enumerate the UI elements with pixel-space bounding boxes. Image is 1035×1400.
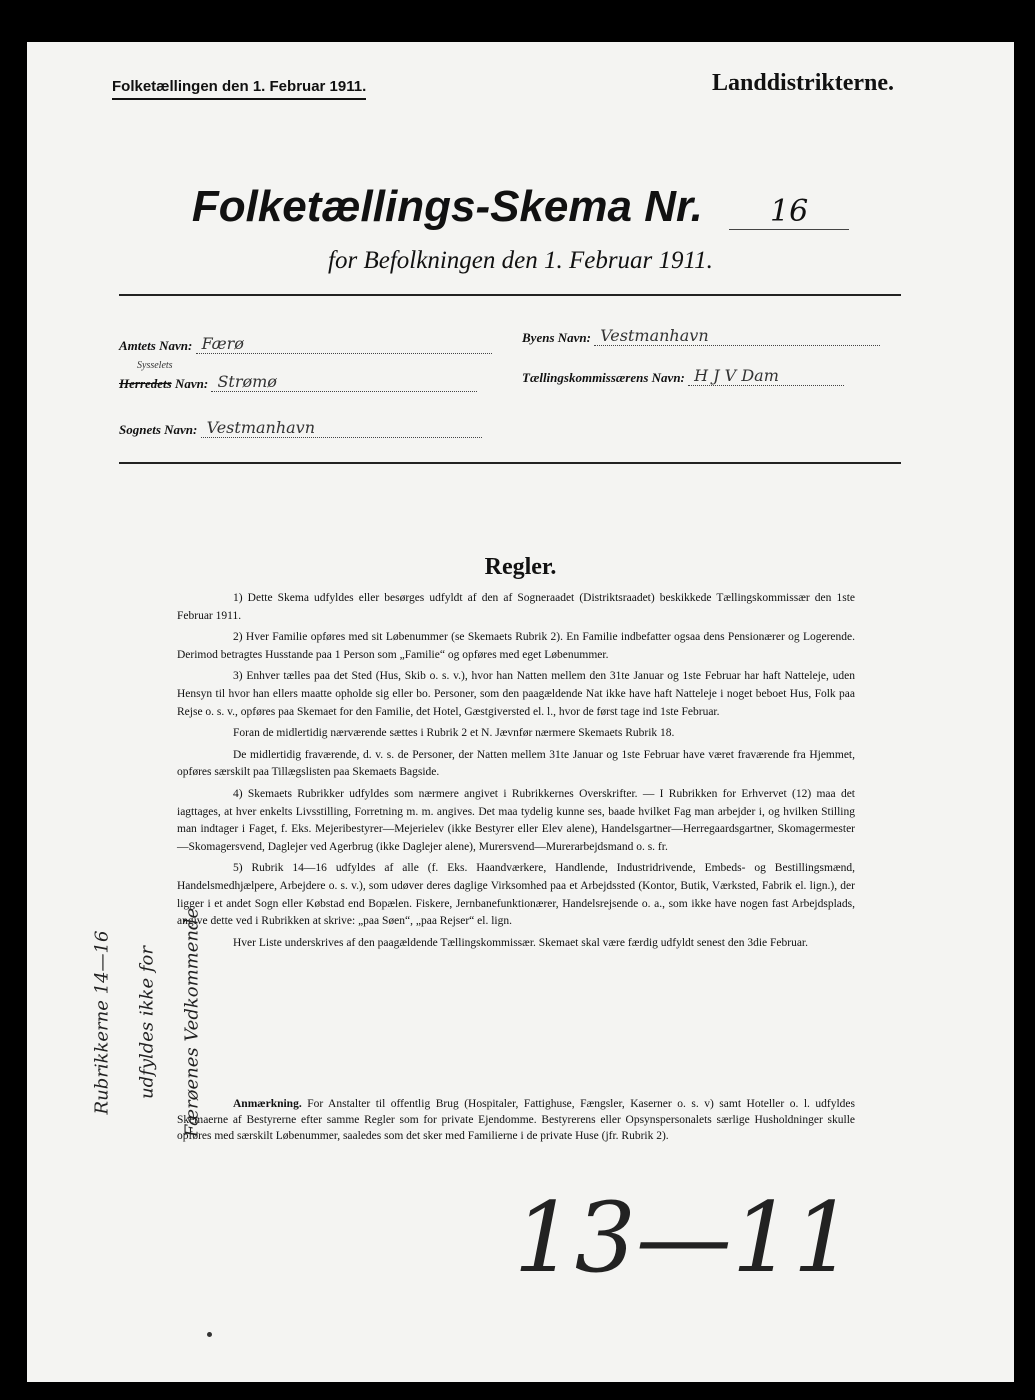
census-form-page xyxy=(27,42,1014,1382)
header-district-type: Landdistrikterne. xyxy=(711,70,894,96)
amt-value: Færø xyxy=(196,334,492,354)
herred-field xyxy=(119,372,477,392)
herred-label-struck: Herredets xyxy=(119,376,172,391)
annotation-note xyxy=(177,1096,855,1144)
handwritten-number: 13—11 xyxy=(513,1182,854,1294)
sogn-field xyxy=(119,418,482,438)
sogn-value: Vestmanhavn xyxy=(201,418,482,438)
kommissaer-label: Tællingskommissærens Navn: xyxy=(522,370,685,385)
kommissaer-value: H J V Dam xyxy=(688,366,844,386)
rule-signature: Hver Liste underskrives af den paagældende Tællingskommissær. Skemaet skal være færdig udfyldt senest den 3die Februar. xyxy=(233,936,808,949)
herred-label: Navn: xyxy=(174,376,209,391)
margin-note-1: Rubrikkerne 14—16 xyxy=(91,930,113,1115)
by-value: Vestmanhavn xyxy=(594,326,880,346)
schema-number: 16 xyxy=(729,194,849,230)
top-divider xyxy=(119,294,901,296)
rule-5: 5) Rubrik 14—16 udfyldes af alle (f. Eks. Haandværkere, Handlende, Industridrivende, Embeds- og Bestillingsmænd, Handelsmedhjælpere, Arbejdere o. s. v.), som udøver deres daglige Virksomhed paa et Arbejdssted (Kontor, Butik, Værksted, Fabrik el. lign.), der ligger i et andet Sogn eller Købstad end Bopælen. Fiskere, Jernbanefunktionærer, Handelsrejsende o. a., som ikke have nogen fast Arbejdsplads, angive dette ved i Rubrikken at skrive: „paa Søen“, „paa Rejser“ el. lign. xyxy=(177,862,855,928)
annotation-text: For Anstalter til offentlig Brug (Hospitaler, Fattighuse, Fængsler, Kaserner o. s. v) samt Hoteller o. l. udfyldes Skemaerne af Bestyrerne efter samme Regler som for private Ejendomme. Bestyrerens eller Opsynspersonalets særlige Husholdninger skulle opføres med særskilt Løbenummer, saaledes som det sker med Familierne i de private Huse (jfr. Rubrik 2). xyxy=(177,1098,856,1142)
by-label: Byens Navn: xyxy=(522,330,591,345)
rules-text xyxy=(177,590,855,956)
form-title-text: Folketællings-Skema Nr. xyxy=(191,182,703,231)
margin-note-2: udfyldes ikke for xyxy=(136,946,158,1099)
by-field xyxy=(522,326,880,346)
header-census-date: Folketællingen den 1. Februar 1911. xyxy=(112,78,366,100)
herred-value: Strømø xyxy=(211,372,477,392)
amt-field xyxy=(119,334,492,354)
rule-3: 3) Enhver tælles paa det Sted (Hus, Skib o. s. v.), hvor han Natten mellem den 31te Januar og 1ste Februar har haft Natteleje, uden Hensyn til hvor han ellers maatte opholde sig eller bo. Personer, som den paagældende Nat ikke have haft Natteleje i noget beboet Hus, Folk paa Rejse o. s. v., opføres paa Skemaet for den Familie, det Hotel, Gæstgiversted el. l., hvor de først tage ind 1ste Februar. xyxy=(177,670,855,718)
form-title xyxy=(27,182,1014,232)
rule-2: 2) Hver Familie opføres med sit Løbenummer (se Skemaets Rubrik 2). En Familie indbefatter ogsaa dens Pensionærer og Logerende. Derimod betragtes Husstande paa 1 Person som „Familie“ og opføres med eget Løbenummer. xyxy=(177,631,855,661)
rule-3-absent: De midlertidig fraværende, d. v. s. de Personer, der Natten mellem 31te Januar og 1ste Februar have været fraværende fra Hjemmet, opføres særskilt paa Tillægslisten paa Skemaets Bagside. xyxy=(177,748,855,779)
fields-divider xyxy=(119,462,901,464)
margin-note-3: Færøenes Vedkommende xyxy=(181,907,203,1138)
sogn-label: Sognets Navn: xyxy=(119,422,198,437)
form-subtitle: for Befolkningen den 1. Februar 1911. xyxy=(328,247,713,274)
rule-4: 4) Skemaets Rubrikker udfyldes som nærmere angivet i Rubrikkernes Overskrifter. — I Rubrikken for Erhvervet (12) maa det iagttages, at hver enkelts Livsstilling, Forretning m. m. angives. Det maa tydelig kunne ses, baade hvilket Fag man arbejder i, og hvilken Stilling man indtager i Faget, f. Eks. Mejeribestyrer—Mejerielev (ikke Bestyrer eller Elev alene), Handelsgartner—Herregaardsgartner, Skomagermester—Skomagersvend, Daglejer ved Agerbrug (ikke Daglejer alene), Murersvend—Murerarbejdsmand o. s. fr. xyxy=(177,787,855,853)
amt-label: Amtets Navn: xyxy=(119,338,193,353)
herred-correction: Sysselets xyxy=(137,360,173,371)
rule-1: 1) Dette Skema udfyldes eller besørges udfyldt af den af Sogneraadet (Distriktsraadet) beskikkede Tællingskommissær den 1ste Februar 1911. xyxy=(177,592,855,622)
ink-dot xyxy=(207,1332,212,1337)
kommissaer-field xyxy=(522,366,844,386)
rule-3-present: Foran de midlertidig nærværende sættes i Rubrik 2 et N. Jævnfør nærmere Skemaets Rubrik 18. xyxy=(233,727,675,740)
annotation-label: Anmærkning. xyxy=(233,1098,302,1110)
rules-heading: Regler. xyxy=(484,554,557,580)
